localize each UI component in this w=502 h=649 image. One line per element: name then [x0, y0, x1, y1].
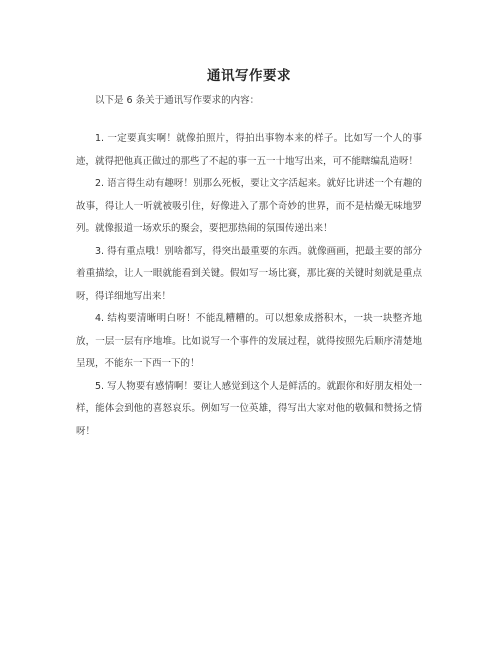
- paragraph-4: 4. 结构要清晰明白呀！不能乱糟糟的。可以想象成搭积木，一块一块整齐地放，一层一层有序地堆。比如说写一个事件的发展过程，就得按照先后顺序清楚地呈现，不能东一下西一下的！: [76, 313, 422, 369]
- paragraph-3: 3. 得有重点哦！别啥都写，得突出最重要的东西。就像画画，把最主要的部分着重描绘，让人一眼就能看到关键。假如写一场比赛，那比赛的关键时刻就是重点呀，得详细地写出来！: [76, 245, 422, 302]
- paragraph-5: 5. 写人物要有感情啊！要让人感觉到这个人是鲜活的。就跟你和好朋友相处一样，能体会到他的喜怒哀乐。例如写一位英雄，得写出大家对他的敬佩和赞扬之情呀！: [76, 380, 422, 437]
- paragraph-1: 1. 一定要真实啊！就像拍照片，得拍出事物本来的样子。比如写一个人的事迹，就得把他真正做过的那些了不起的事一五一十地写出来，可不能瞎编乱造呀！: [76, 133, 422, 167]
- document-title: 通讯写作要求: [207, 68, 291, 84]
- document-intro: 以下是 6 条关于通讯写作要求的内容：: [95, 95, 260, 106]
- paragraph-2: 2. 语言得生动有趣呀！别那么死板，要让文字活起来。就好比讲述一个有趣的故事，得让人一听就被吸引住，好像进入了那个奇妙的世界，而不是枯燥无味地罗列。就像报道一场欢乐的聚会，要把那热闹的氛围传递出来！: [76, 178, 422, 234]
